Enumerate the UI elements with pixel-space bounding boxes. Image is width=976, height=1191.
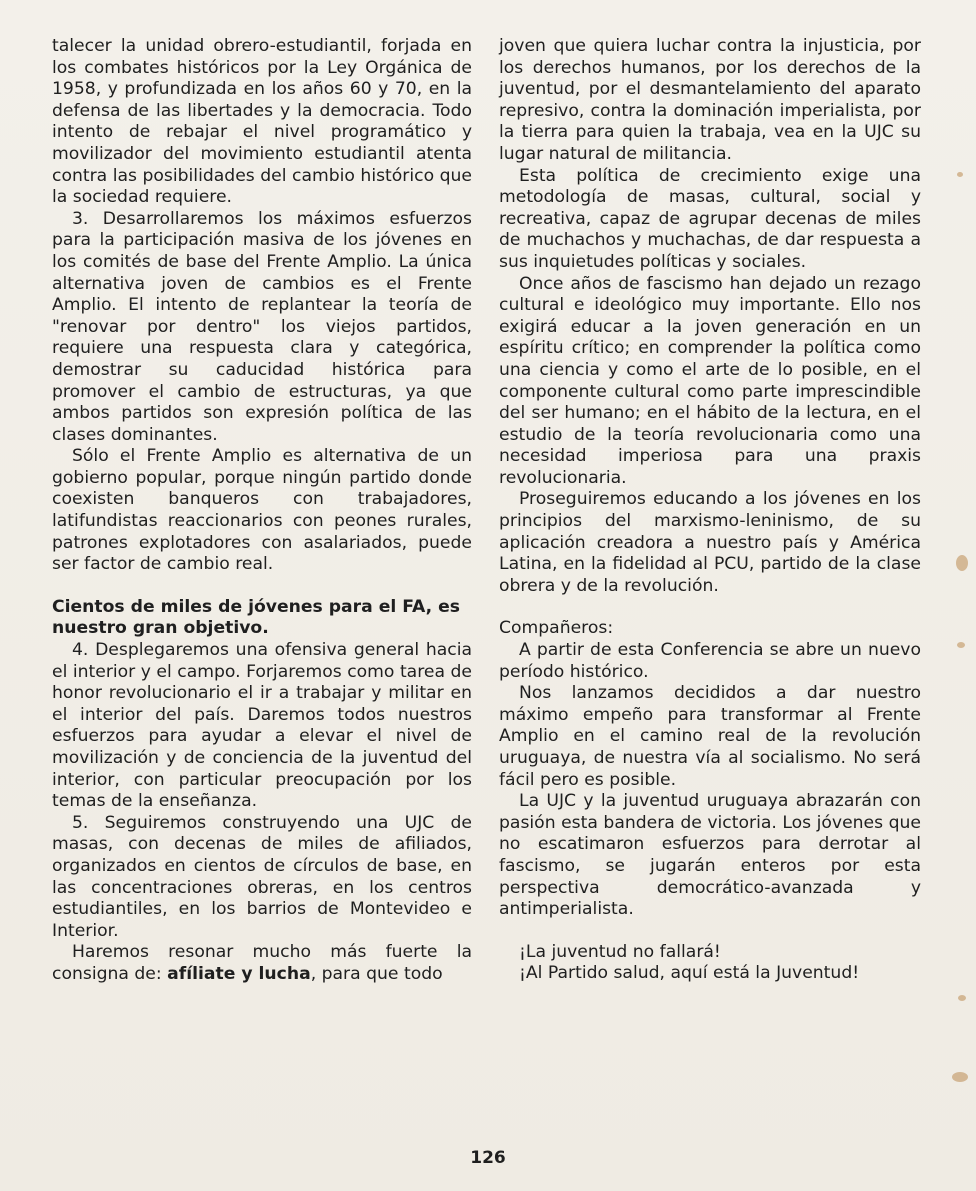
spacer bbox=[499, 597, 921, 618]
paragraph: Nos lanzamos decididos a dar nuestro máximo empeño para transformar al Frente Amplio en el camino real de la revolución uruguaya, de nuestra vía al socialismo. No será fácil pero es posible. bbox=[499, 683, 921, 790]
paragraph bbox=[52, 942, 472, 985]
section-heading: Cientos de miles de jóvenes para el FA, es nuestro gran objetivo. bbox=[52, 596, 461, 639]
paragraph: Once años de fascismo han dejado un rezago cultural e ideológico muy importante. Ello nos exigirá educar a la joven generación en un espíritu crítico; en comprender la política como una ciencia y como el arte de lo posible, en el componente cultural como parte imprescindible del ser humano; en el hábito de la lectura, en el estudio de la teoría revolucionaria como una necesidad imperiosa para una praxis revolucionaria. bbox=[499, 273, 921, 488]
closing-line: ¡La juventud no fallará! bbox=[519, 941, 721, 962]
left-column bbox=[52, 36, 472, 986]
paragraph: La UJC y la juventud uruguaya abrazarán con pasión esta bandera de victoria. Los jóvenes que no escatimaron esfuerzos para derrotar al fascismo, se jugarán enteros por esta perspectiva democrático-avanzada y antimperialista. bbox=[499, 791, 921, 920]
stain-mark bbox=[958, 995, 966, 1001]
stain-mark bbox=[956, 555, 968, 571]
paragraph: joven que quiera luchar contra la injusticia, por los derechos humanos, por los derechos de la juventud, por el desmantelamiento del aparato represivo, contra la dominación imperialista, por la tierra para quien la trabaja, vea en la UJC su lugar natural de militancia. bbox=[499, 36, 921, 164]
spacer bbox=[499, 921, 921, 942]
closing-line: ¡Al Partido salud, aquí está la Juventud! bbox=[519, 963, 860, 984]
paragraph: Proseguiremos educando a los jóvenes en los principios del marxismo-leninismo, de su aplicación creadora a nuestro país y América Latina, en la fidelidad al PCU, partido de la clase obrera y de la revolución. bbox=[499, 489, 921, 596]
paragraph: 5. Seguiremos construyendo una UJC de masas, con decenas de miles de afiliados, organizados en cientos de círculos de base, en las concentraciones obreras, en los centros estudiantiles, en los barrios de Montevideo e Interior. bbox=[52, 812, 472, 941]
stain-mark bbox=[957, 642, 965, 648]
stain-mark bbox=[952, 1072, 968, 1082]
paragraph: talecer la unidad obrero-estudiantil, forjada en los combates históricos por la Ley Orgánica de 1958, y profundizada en los años 60 y 70, en la defensa de las libertades y la democracia. Todo intento de rebajar el nivel programático y movilizador del movimiento estudiantil atenta contra las posibilidades del cambio histórico que la sociedad requiere. bbox=[52, 36, 472, 208]
paragraph: 4. Desplegaremos una ofensiva general hacia el interior y el campo. Forjaremos como tarea de honor revolucionario el ir a trabajar y militar en el interior del país. Daremos todos nuestros esfuerzos para ayudar a elevar el nivel de movilización y de conciencia de la juventud del interior, con particular preocupación por los temas de la enseñanza. bbox=[52, 640, 472, 812]
right-column bbox=[499, 36, 921, 985]
paragraph: Esta política de crecimiento exige una metodología de masas, cultural, social y recreativa, capaz de agrupar decenas de miles de muchachos y muchachas, de dar respuesta a sus inquietudes políticas y sociales. bbox=[499, 165, 921, 272]
text-span: Haremos resonar mucho más fuerte la consigna de: bbox=[52, 942, 472, 984]
paragraph: Sólo el Frente Amplio es alternativa de un gobierno popular, porque ningún partido donde coexisten banqueros con trabajadores, latifundistas reaccionarios con peones rurales, patrones explotadores con asalariados, puede ser factor de cambio real. bbox=[52, 446, 472, 575]
stain-mark bbox=[957, 172, 963, 177]
bold-phrase: afíliate y lucha bbox=[167, 963, 311, 984]
paragraph: A partir de esta Conferencia se abre un nuevo período histórico. bbox=[499, 640, 921, 682]
salutation: Compañeros: bbox=[499, 618, 614, 639]
spacer bbox=[52, 576, 472, 597]
text-span: , para que todo bbox=[310, 963, 443, 984]
page-number: 126 bbox=[470, 1148, 506, 1168]
paragraph: 3. Desarrollaremos los máximos esfuerzos para la participación masiva de los jóvenes en los comités de base del Frente Amplio. La única alternativa joven de cambios es el Frente Amplio. El intento de replantear la teoría de "renovar por dentro" los viejos partidos, requiere una respuesta clara y categórica, demostrar su caducidad histórica para promover el cambio de estructuras, ya que ambos partidos son expresión política de las clases dominantes. bbox=[52, 208, 472, 445]
